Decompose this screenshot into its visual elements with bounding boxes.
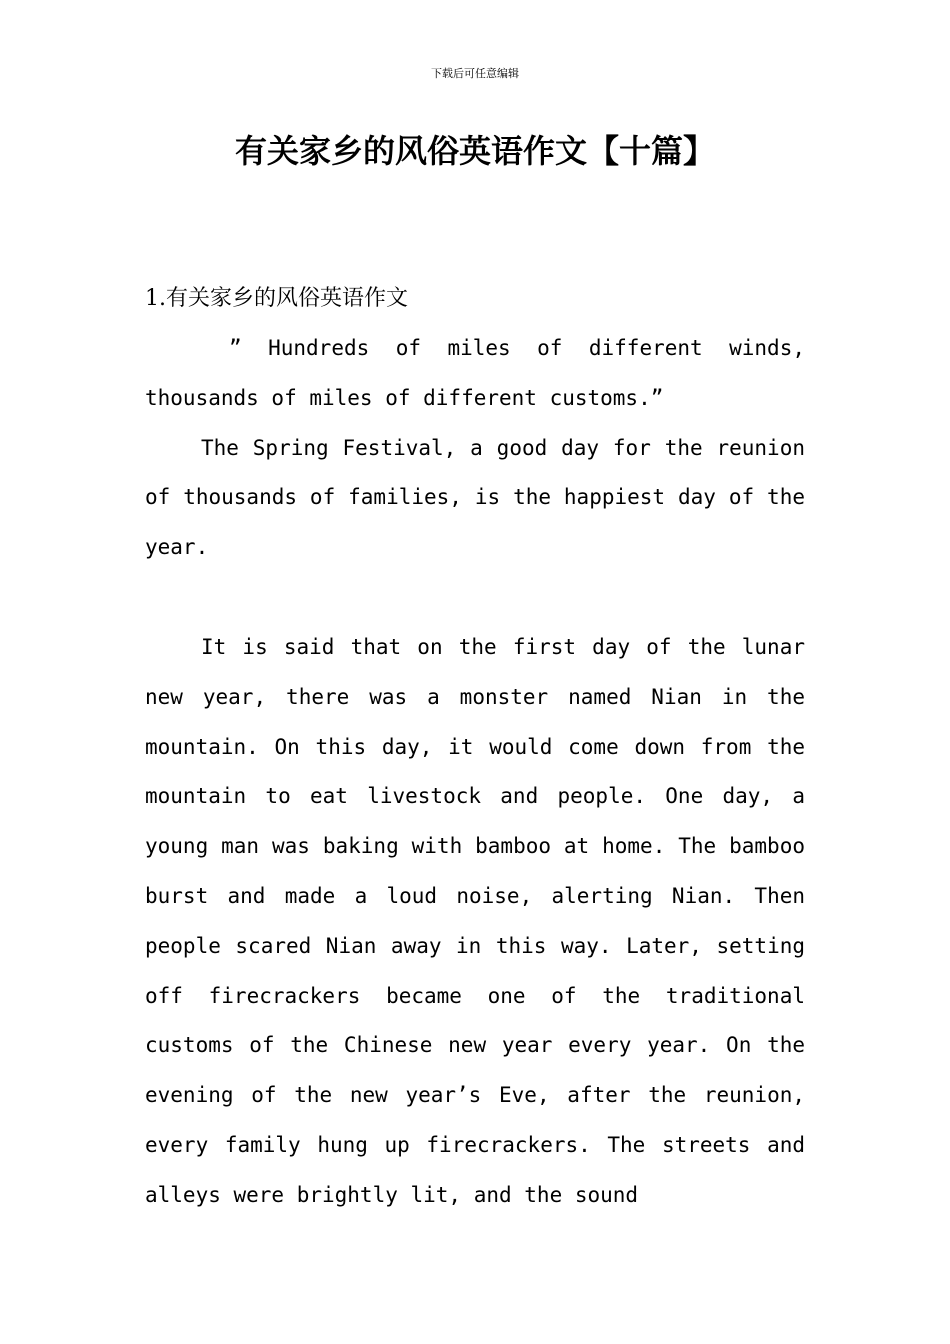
document-title: 有关家乡的风俗英语作文【十篇】	[234, 132, 715, 170]
essay-body	[145, 324, 805, 1221]
paragraph-gap	[145, 573, 805, 623]
legend-paragraph: It is said that on the first day of the lunar new year, there was a monster named Nian in the mountain. On this day, it would come down from the mountain to eat livestock and people. One day, a young man was baking with bamboo at home. The bamboo burst and made a loud noise, alerting Nian. Then people scared Nian away in this way. Later, setting off firecrackers became one of the traditional customs of the Chinese new year every year. On the evening of the new year’s Eve, after the reunion, every family hung up firecrackers. The streets and alleys were brightly lit, and the sound	[145, 634, 805, 1207]
section-heading: 1.有关家乡的风俗英语作文	[145, 286, 408, 311]
header-note: 下载后可任意编辑	[431, 67, 519, 80]
intro-paragraph: The Spring Festival, a good day for the reunion of thousands of families, is the happiest day of the year.	[145, 435, 805, 560]
quote-paragraph: ” Hundreds of miles of different winds, thousands of miles of different customs.”	[145, 336, 805, 410]
